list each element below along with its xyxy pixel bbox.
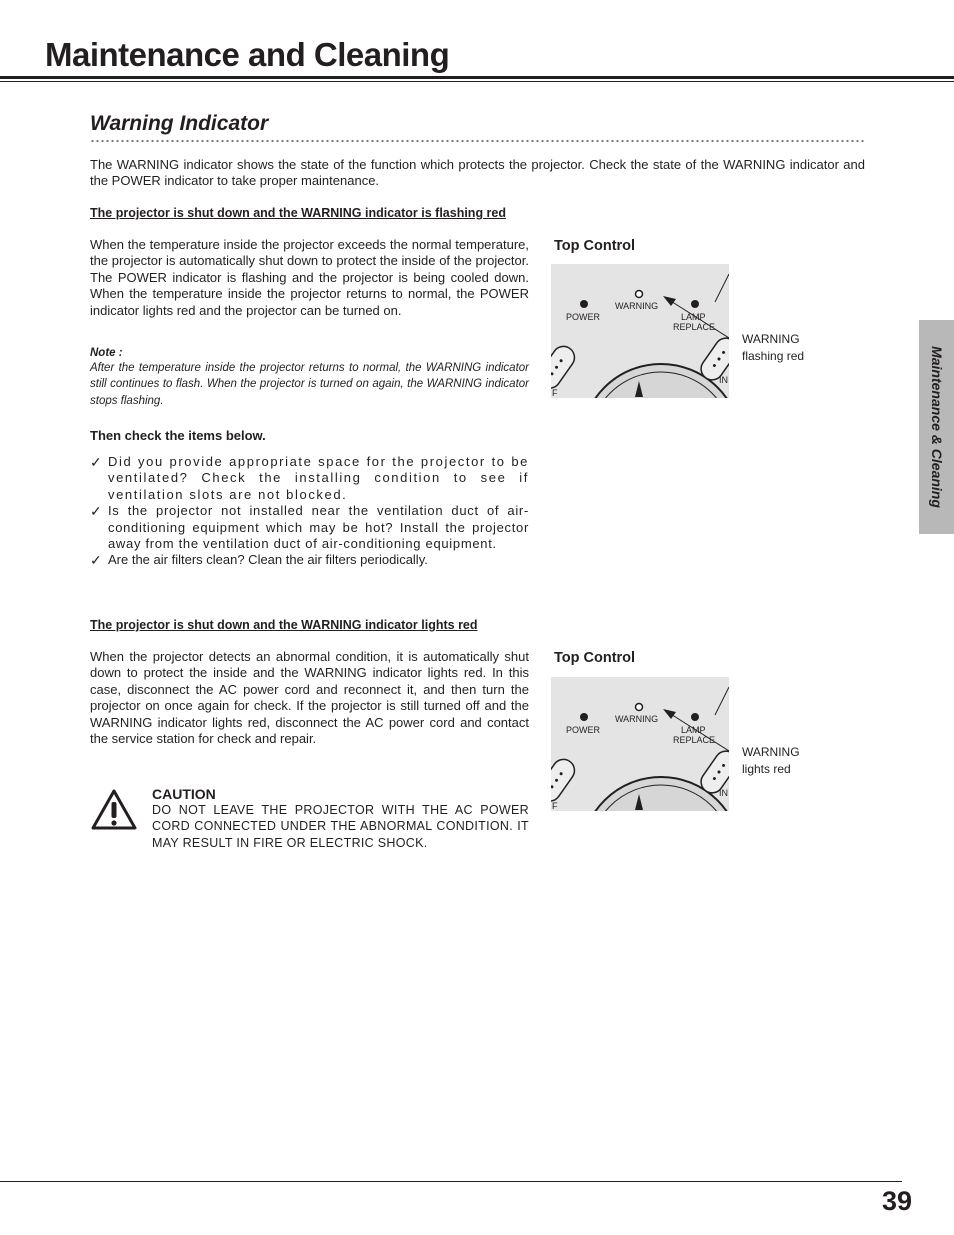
lights-heading: The projector is shut down and the WARNING indicator lights red — [90, 618, 478, 632]
intro-paragraph: The WARNING indicator shows the state of the function which protects the projector. Check the state of the WARNING indicator and the POWER indicator to take proper maintenance. — [90, 157, 865, 189]
footer-rule — [0, 1181, 902, 1182]
check-item-text: Are the air filters clean? Clean the air filters periodically. — [108, 552, 428, 568]
callout-line-1: WARNING — [742, 745, 800, 759]
flashing-body: When the temperature inside the projector exceeds the normal temperature, the projector is automatically shut down to protect the inside of the projector. The POWER indicator is flashing and the projector is being cooled down. When the temperature inside the projector returns to normal, the POWER indicator lights red and the projector can be turned on. — [90, 237, 529, 318]
top-control-diagram — [551, 264, 729, 398]
check-item-text: Did you provide appropriate space for the projector to be ventilated? Check the installing condition to see if ventilation slots are not blocked. — [108, 454, 529, 502]
caution-warning-icon — [90, 788, 140, 832]
title-rule-thin — [0, 81, 954, 82]
top-control-title: Top Control — [554, 238, 636, 254]
check-mark-icon: ✓ — [90, 552, 102, 569]
title-rule — [0, 76, 954, 79]
check-mark-icon: ✓ — [90, 454, 104, 470]
caution-text: DO NOT LEAVE THE PROJECTOR WITH THE AC POWER CORD CONNECTED UNDER THE ABNORMAL CONDITION. IT MAY RESULT IN FIRE OR ELECTRIC SHOCK. — [152, 803, 529, 850]
caution-block — [152, 786, 529, 851]
side-tab-label: Maintenance & Cleaning — [928, 346, 945, 508]
warning-label: WARNING — [615, 714, 659, 724]
check-list — [90, 454, 529, 569]
callout-line-2: lights red — [742, 761, 791, 776]
callout-line-2: flashing red — [742, 348, 805, 363]
lamp-label: LAMP — [681, 312, 706, 322]
list-item — [90, 454, 529, 503]
note-block — [90, 347, 529, 409]
replace-label: REPLACE — [673, 735, 716, 745]
note-label: Note : — [90, 347, 123, 359]
top-control-diagram — [551, 677, 729, 811]
page-number: 39 — [882, 1186, 913, 1216]
power-label: POWER — [566, 725, 601, 735]
check-mark-icon: ✓ — [90, 503, 103, 520]
caution-title: CAUTION — [152, 786, 216, 802]
lamp-label: LAMP — [681, 725, 706, 735]
flashing-heading: The projector is shut down and the WARNING indicator is flashing red — [90, 206, 507, 220]
top-control-title: Top Control — [554, 650, 636, 666]
callout-line-1: WARNING — [742, 332, 800, 346]
replace-label: REPLACE — [673, 322, 716, 332]
list-item — [90, 552, 529, 568]
warning-callout — [742, 744, 800, 777]
f-label: F — [552, 388, 558, 398]
warning-label: WARNING — [615, 301, 659, 311]
f-label: F — [552, 801, 558, 811]
warning-callout — [742, 331, 804, 364]
note-text: After the temperature inside the projector returns to normal, the WARNING indicator still continues to flash. When the projector is turned on again, the WARNING indicator stops flashing. — [90, 362, 529, 407]
section-heading: Warning Indicator — [90, 112, 269, 135]
page-title: Maintenance and Cleaning — [45, 36, 450, 73]
then-check-heading: Then check the items below. — [90, 428, 266, 443]
lights-body: When the projector detects an abnormal condition, it is automatically shut down to protect the inside and the WARNING indicator lights red. In this case, disconnect the AC power cord and reconnect it, and then turn the projector on once again for check. If the projector is still turned off and the WARNING indicator lights red, disconnect the AC power cord and contact the service station for check and repair. — [90, 649, 529, 747]
side-tab — [919, 320, 954, 534]
power-label: POWER — [566, 312, 601, 322]
in-label: IN — [719, 375, 728, 385]
check-item-text: Is the projector not installed near the ventilation duct of air-conditioning equipment which may be hot? Install the projector away from the ventilation duct of air-conditioning equipment. — [108, 503, 529, 552]
in-label: IN — [719, 788, 728, 798]
list-item — [90, 503, 529, 552]
dotted-divider — [90, 139, 866, 143]
